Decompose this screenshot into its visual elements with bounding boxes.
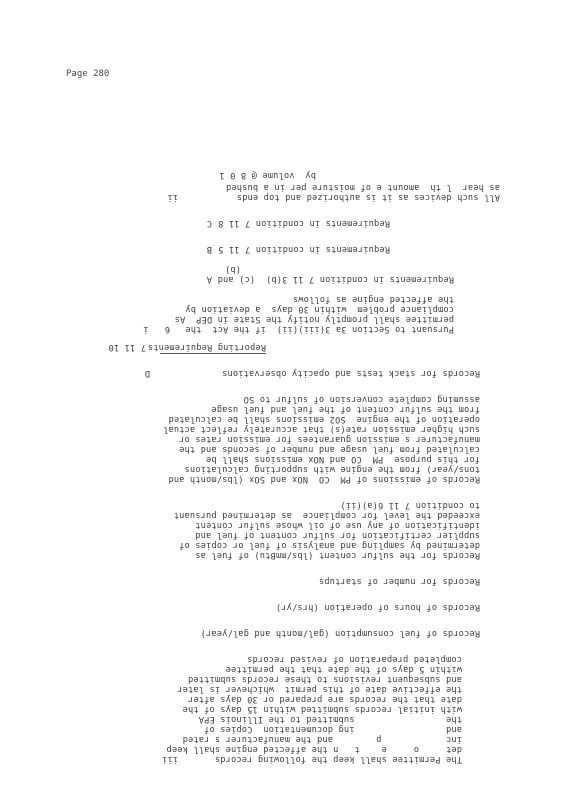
text-line: calculated from fuel usage and number of seconds and the	[179, 444, 480, 454]
text-line: manufacturer s emission guarantees for emission rates or	[179, 434, 480, 444]
marker-b: B	[206, 244, 212, 254]
section-underline	[160, 353, 266, 354]
text-line: with initial records submitted within 15 days of the	[182, 704, 462, 714]
marker-iii: iii	[161, 754, 178, 764]
text-line: All such devices as it is authorized and top ends	[236, 192, 500, 202]
text-line: assuming complete conversion of sulfur to SO	[243, 394, 480, 404]
text-line: tons/year) from the engine with supporting calculations	[184, 464, 480, 474]
text-line: The Permittee shall keep the following records	[214, 754, 462, 764]
text-line: Pursuant to Section 3a 3(iii)(ii) if the Act the	[185, 324, 454, 334]
page-number: Page 280	[66, 69, 110, 79]
text-line: and ing documentation Copies of	[204, 724, 462, 734]
text-line: Requirements in condition 7 11 8	[218, 218, 390, 228]
text-line: as hear l th amount e of moisture per in a bushed	[225, 182, 500, 192]
text-line: Records for number of startups	[318, 576, 480, 586]
text-line: det o e t n the affected engine shall keep	[166, 744, 462, 754]
text-line: for this purpose PM CO and NOx emissions shall be	[205, 454, 480, 464]
section-heading: Reporting Requirements	[147, 342, 266, 352]
section-number: 7 11 10	[108, 342, 146, 352]
text-line: compliance problem within 30 days a deviation by	[185, 304, 454, 314]
marker-a: A	[206, 274, 212, 284]
text-line: Records of fuel consumption (gal/month and gal/year)	[200, 628, 480, 638]
text-line: date that the records are prepared or 30 days after	[187, 694, 462, 704]
text-line: inc p and the manufacturer s rated	[182, 734, 462, 744]
marker-d: D	[144, 368, 150, 378]
marker-c: C	[206, 218, 212, 228]
text-line: Records of emissions of PM CO NOx and SOx (lbs/month and	[168, 474, 480, 484]
text-line: the effective date of this permit whichever is later	[177, 684, 462, 694]
text-line: supplier certification for sulfur content of fuel and	[195, 530, 480, 540]
text-line: Requirements in condition 7 11 3(b) (c) and	[217, 274, 454, 284]
marker-ii: ii	[167, 192, 178, 202]
text-line: (b)	[224, 264, 241, 274]
text-line: the submitted to the Illinois EPA	[198, 714, 462, 724]
text-line: and subsequent revisions to these records submitted	[187, 674, 462, 684]
text-line: identification of any use of oil whose sulfur content	[195, 520, 480, 530]
text-line: to condition 7 11 6(a)(ii)	[340, 500, 480, 510]
text-line: permittee shall promptly notify the State in DEP As	[174, 314, 454, 324]
text-line: by volume @ 8 0 1	[219, 170, 316, 180]
text-line: within 5 days of the date that the permittee	[225, 664, 462, 674]
text-line: determined by sampling and analysis of fuel or copies of	[179, 540, 480, 550]
flipped-text-block	[0, 80, 566, 770]
text-line: Records for the sulfur content (lbs/mmBtu) of fuel as	[195, 550, 480, 560]
text-line: Requirements in condition 7 11 5	[218, 244, 390, 254]
text-line: from the sulfur content of the fuel and fuel usage	[211, 404, 480, 414]
text-line: Records for stack tests and opacity observations	[222, 368, 480, 378]
marker-6i: 6 i	[143, 324, 170, 334]
text-line: Records of hours of operation (hrs/yr)	[275, 602, 480, 612]
text-line: operation of the engine SO2 emissions shall be calculated	[168, 414, 480, 424]
text-line: completed preparation of revised records	[247, 654, 462, 664]
text-line: such higher emission rate(s) that accurately reflect actual	[162, 424, 480, 434]
text-line: the affected engine as follows	[292, 294, 454, 304]
text-line: exceeded the level for compliance as determined pursuant	[173, 510, 480, 520]
